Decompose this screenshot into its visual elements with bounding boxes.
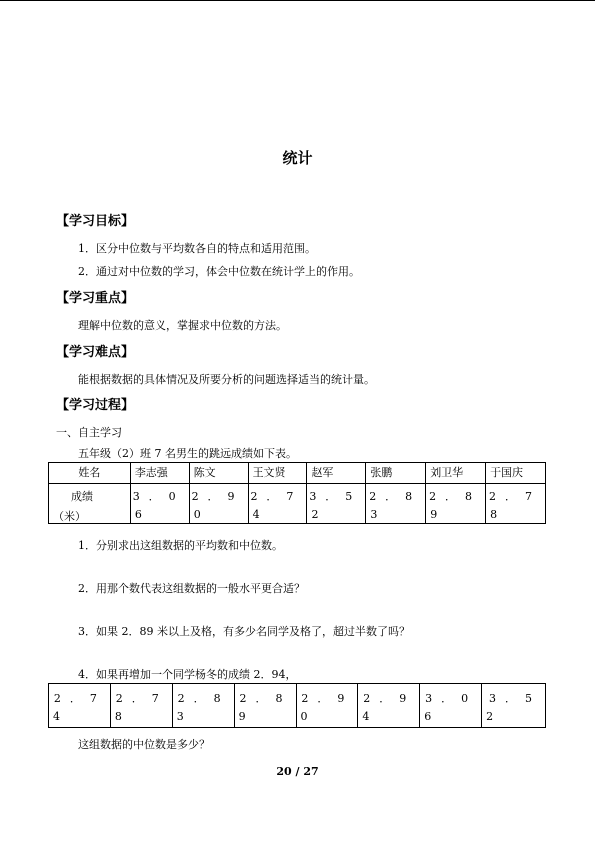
value-part-a: 2．9 [363, 692, 416, 705]
value-part-b: 4 [53, 710, 60, 723]
score-part-b: 9 [430, 508, 438, 521]
table-row-names [49, 463, 546, 484]
name-cell: 王文贤 [248, 463, 307, 484]
question-4-follow: 这组数据的中位数是多少？ [78, 738, 210, 751]
score-cell [189, 484, 248, 524]
score-part-b: 6 [134, 508, 142, 521]
value-cell [172, 684, 234, 728]
difficulty-text: 能根据数据的具体情况及所要分析的问题选择适当的统计量。 [78, 373, 375, 386]
table-row-scores [49, 484, 546, 524]
value-cell [296, 684, 358, 728]
value-cell [482, 684, 546, 728]
value-part-a: 3．0 [425, 692, 478, 705]
score-cell [307, 484, 366, 524]
value-part-b: 6 [424, 710, 432, 723]
question-4: 4．如果再增加一个同学杨冬的成绩 2．94， [78, 668, 297, 681]
name-cell: 陈文 [189, 463, 248, 484]
heading-key: 【学习重点】 [56, 291, 135, 306]
goal-1: 1．区分中位数与平均数各自的特点和适用范围。 [78, 242, 316, 255]
question-3: 3．如果 2．89 米以上及格，有多少名同学及格了，超过半数了吗？ [78, 625, 410, 638]
value-part-a: 2．9 [301, 692, 354, 705]
name-cell: 于国庆 [486, 463, 546, 484]
value-part-a: 3．5 [489, 692, 541, 705]
score-part-b: 3 [370, 508, 378, 521]
score-part-a: 3．5 [309, 490, 362, 503]
name-cell: 李志强 [130, 463, 189, 484]
heading-goals: 【学习目标】 [56, 214, 135, 229]
goal-2: 2．通过对中位数的学习，体会中位数在统计学上的作用。 [78, 265, 360, 278]
score-label-cell [49, 484, 131, 524]
score-part-a: 2．9 [191, 490, 244, 503]
sorted-scores-table [48, 683, 546, 728]
score-part-a: 2．7 [489, 490, 541, 503]
value-cell [420, 684, 482, 728]
key-text: 理解中位数的意义，掌握求中位数的方法。 [78, 319, 287, 332]
value-part-b: 3 [176, 710, 184, 723]
score-cell [248, 484, 307, 524]
value-part-a: 2．8 [239, 692, 292, 705]
table-intro: 五年级（2）班 7 名男生的跳远成绩如下表。 [78, 447, 297, 460]
value-part-b: 0 [300, 710, 308, 723]
score-label: 成绩 [71, 490, 93, 503]
name-cell: 张鹏 [366, 463, 426, 484]
name-cell: 刘卫华 [426, 463, 486, 484]
value-part-b: 4 [362, 710, 370, 723]
score-part-a: 2．8 [369, 490, 422, 503]
value-part-a: 2．7 [115, 692, 168, 705]
table-row-values [49, 684, 546, 728]
value-cell [110, 684, 172, 728]
value-part-a: 2．8 [177, 692, 230, 705]
page-title: 统计 [282, 149, 313, 167]
question-2: 2．用那个数代表这组数据的一般水平更合适？ [78, 582, 305, 595]
heading-process: 【学习过程】 [56, 398, 135, 413]
score-cell [130, 484, 189, 524]
score-part-b: 0 [193, 508, 201, 521]
score-unit: （米） [53, 510, 86, 523]
value-cell [234, 684, 296, 728]
value-part-a: 2．7 [53, 692, 106, 705]
score-part-a: 2．8 [429, 490, 482, 503]
value-cell [49, 684, 111, 728]
score-cell [366, 484, 426, 524]
score-part-b: 2 [311, 508, 319, 521]
score-part-b: 4 [252, 508, 260, 521]
value-part-b: 9 [238, 710, 246, 723]
value-cell [358, 684, 420, 728]
value-part-b: 8 [114, 710, 122, 723]
score-part-a: 3．0 [132, 490, 185, 503]
jump-scores-table [48, 462, 546, 524]
score-cell [486, 484, 546, 524]
heading-difficulty: 【学习难点】 [56, 345, 135, 360]
score-cell [426, 484, 486, 524]
page-number: 20 / 27 [276, 765, 319, 778]
name-cell: 赵军 [307, 463, 366, 484]
part-1-heading: 一、自主学习 [56, 426, 122, 439]
header-name-cell: 姓名 [49, 463, 131, 484]
question-1: 1．分别求出这组数据的平均数和中位数。 [78, 539, 283, 552]
top-rule [0, 0, 595, 1]
score-part-a: 2．7 [250, 490, 303, 503]
score-part-b: 8 [490, 508, 498, 521]
value-part-b: 2 [486, 710, 494, 723]
